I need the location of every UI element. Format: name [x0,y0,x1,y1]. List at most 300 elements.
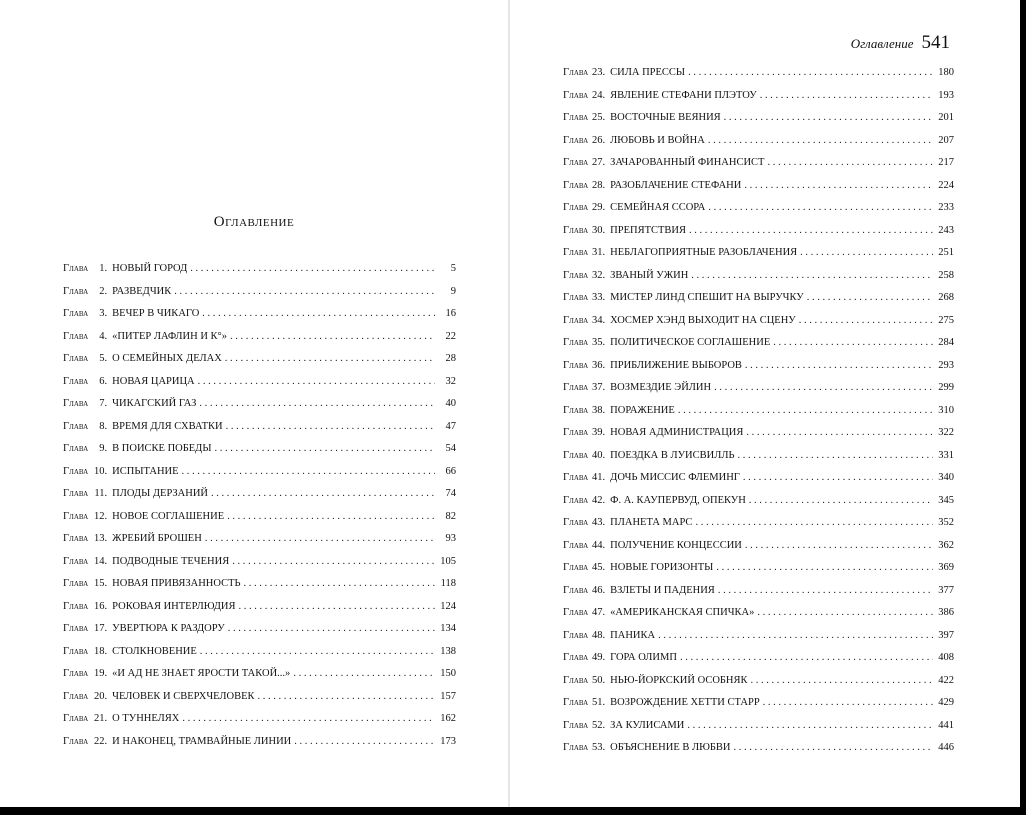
chapter-page-number: 207 [938,134,954,146]
chapter-number: 28. [592,179,606,191]
toc-entry[interactable] [63,441,456,464]
toc-entry[interactable] [63,644,456,667]
chapter-number: 15. [94,578,108,589]
chapter-title: ЛЮБОВЬ И ВОЙНА [610,134,705,146]
chapter-page-number: 157 [440,690,456,702]
toc-entry[interactable] [563,403,954,426]
toc-entry[interactable] [63,554,456,577]
chapter-number: 52. [592,719,606,731]
chapter-label: Глава [563,224,589,236]
chapter-title: НЬЮ-ЙОРКСКИЙ ОСОБНЯК [610,674,748,686]
chapter-number: 50. [592,674,606,686]
dot-leader [680,650,933,666]
chapter-title: НЕБЛАГОПРИЯТНЫЕ РАЗОБЛАЧЕНИЯ [610,247,798,258]
chapter-label: Глава [63,510,89,522]
toc-entry[interactable] [563,88,954,111]
chapter-title: СЕМЕЙНАЯ ССОРА [610,202,706,213]
chapter-number: 32. [592,269,606,281]
chapter-number: 12. [94,510,108,522]
chapter-page-number: 54 [445,443,456,454]
chapter-title: НОВАЯ АДМИНИСТРАЦИЯ [610,427,744,438]
chapter-number: 36. [592,359,606,371]
chapter-page-number: 299 [938,382,954,393]
toc-entry[interactable] [63,621,456,644]
chapter-label: Глава [63,398,89,409]
chapter-page-number: 340 [938,472,954,483]
dot-leader [688,65,933,81]
dot-leader [734,740,933,756]
dot-leader [658,628,933,644]
chapter-number: 42. [592,494,606,506]
chapter-page-number: 429 [938,697,954,708]
dot-leader [691,268,933,284]
chapter-title: ВРЕМЯ ДЛЯ СХВАТКИ [112,420,223,432]
toc-entry[interactable] [563,560,954,583]
chapter-page-number: 408 [938,652,954,663]
chapter-number: 39. [592,427,606,438]
toc-list-right [563,65,954,763]
dot-leader [244,576,435,592]
dot-leader [225,351,435,367]
chapter-title: О ТУННЕЛЯХ [112,713,180,724]
chapter-number: 19. [94,668,108,679]
chapter-title: ВЗЛЕТЫ И ПАДЕНИЯ [610,584,715,596]
chapter-title: ВОЗМЕЗДИЕ ЭЙЛИН [610,382,712,393]
chapter-number: 1. [99,263,108,274]
dot-leader [757,605,933,621]
chapter-page-number: 74 [445,488,456,499]
dot-leader [232,554,435,570]
dot-leader [714,380,933,396]
chapter-title: Ф. А. КАУПЕРВУД, ОПЕКУН [610,494,746,506]
toc-entry[interactable] [563,268,954,291]
chapter-number: 37. [592,382,606,393]
chapter-number: 31. [592,247,606,258]
chapter-label: Глава [63,488,89,499]
chapter-label: Глава [563,157,589,168]
chapter-title: ЗА КУЛИСАМИ [610,719,685,731]
chapter-number: 29. [592,202,606,213]
chapter-number: 40. [592,449,606,461]
chapter-page-number: 9 [450,285,456,297]
dot-leader [182,711,435,727]
chapter-title: ИСПЫТАНИЕ [112,465,179,477]
toc-entry[interactable] [563,155,954,178]
chapter-number: 33. [592,292,606,303]
dot-leader [258,689,435,705]
dot-leader [749,493,933,509]
chapter-page-number: 193 [938,89,954,101]
chapter-label: Глава [563,202,589,213]
dot-leader [751,673,933,689]
chapter-page-number: 251 [938,247,954,258]
chapter-page-number: 180 [938,67,954,78]
chapter-number: 48. [592,629,606,641]
chapter-label: Глава [63,375,89,387]
chapter-page-number: 243 [938,224,954,236]
chapter-page-number: 47 [445,420,456,432]
chapter-number: 13. [94,533,108,544]
dot-leader [678,403,933,419]
dot-leader [199,396,435,412]
chapter-title: ПОРАЖЕНИЕ [610,404,675,416]
chapter-page-number: 173 [440,735,456,747]
chapter-title: ПОЕЗДКА В ЛУИСВИЛЛЬ [610,449,735,461]
dot-leader [215,441,435,457]
chapter-title: ВЕЧЕР В ЧИКАГО [112,308,200,319]
chapter-number: 35. [592,337,606,348]
chapter-number: 20. [94,690,108,702]
chapter-page-number: 22 [445,330,456,342]
toc-entry[interactable] [63,666,456,689]
toc-entry[interactable] [563,718,954,741]
chapter-title: «ПИТЕР ЛАФЛИН И К°» [112,330,227,342]
chapter-title: УВЕРТЮРА К РАЗДОРУ [112,623,225,634]
chapter-number: 53. [592,742,606,753]
chapter-number: 7. [99,398,108,409]
chapter-label: Глава [63,263,89,274]
dot-leader [205,531,435,547]
chapter-label: Глава [563,112,589,123]
toc-entry[interactable] [563,448,954,471]
chapter-title: ЧЕЛОВЕК И СВЕРХЧЕЛОВЕК [112,690,255,702]
dot-leader [198,374,435,390]
chapter-label: Глава [563,607,589,618]
chapter-number: 45. [592,562,606,573]
dot-leader [226,419,435,435]
dot-leader [202,306,435,322]
chapter-label: Глава [63,578,89,589]
chapter-label: Глава [563,584,589,596]
toc-entry[interactable] [63,509,456,532]
chapter-number: 9. [99,443,108,454]
chapter-page-number: 28 [445,353,456,364]
chapter-number: 6. [99,375,108,387]
dot-leader [190,261,435,277]
chapter-number: 4. [99,330,108,342]
toc-list-left [63,261,456,756]
toc-entry[interactable] [63,486,456,509]
chapter-number: 24. [592,89,606,101]
chapter-label: Глава [63,353,89,364]
chapter-title: ХОСМЕР ХЭНД ВЫХОДИТ НА СЦЕНУ [610,314,796,326]
dot-leader [230,329,435,345]
chapter-label: Глава [63,330,89,342]
chapter-label: Глава [563,494,589,506]
chapter-label: Глава [563,179,589,191]
chapter-label: Глава [563,517,589,528]
chapter-page-number: 40 [445,398,456,409]
left-page [0,0,508,807]
toc-entry[interactable] [563,335,954,358]
dot-leader [708,200,933,216]
running-head [851,32,950,54]
chapter-title: РОКОВАЯ ИНТЕРЛЮДИЯ [112,600,236,612]
chapter-title: ЯВЛЕНИЕ СТЕФАНИ ПЛЭТОУ [610,89,757,101]
chapter-title: ЗВАНЫЙ УЖИН [610,269,689,281]
chapter-title: ПОДВОДНЫЕ ТЕЧЕНИЯ [112,555,230,567]
chapter-number: 21. [94,713,108,724]
chapter-title: ПРЕПЯТСТВИЯ [610,224,686,236]
chapter-number: 26. [592,134,606,146]
chapter-page-number: 5 [450,263,456,274]
dot-leader [211,486,435,502]
dot-leader [174,284,435,300]
toc-entry[interactable] [63,261,456,284]
chapter-label: Глава [563,674,589,686]
chapter-label: Глава [63,600,89,612]
chapter-number: 16. [94,600,108,612]
chapter-number: 27. [592,157,606,168]
chapter-page-number: 217 [938,157,954,168]
toc-heading: Оглавление [213,214,295,230]
toc-entry[interactable] [563,650,954,673]
chapter-title: ЧИКАГСКИЙ ГАЗ [112,398,197,409]
chapter-number: 2. [99,285,108,297]
chapter-number: 17. [94,623,108,634]
toc-entry[interactable] [563,605,954,628]
dot-leader [182,464,435,480]
chapter-title: ПОЛИТИЧЕСКОЕ СОГЛАШЕНИЕ [610,337,771,348]
dot-leader [743,470,933,486]
chapter-page-number: 369 [938,562,954,573]
chapter-page-number: 345 [938,494,954,506]
dot-leader [799,313,933,329]
chapter-page-number: 322 [938,427,954,438]
chapter-label: Глава [63,690,89,702]
chapter-number: 51. [592,697,606,708]
dot-leader [763,695,933,711]
chapter-label: Глава [563,314,589,326]
chapter-page-number: 441 [938,719,954,731]
toc-entry[interactable] [563,425,954,448]
chapter-page-number: 32 [445,375,456,387]
chapter-page-number: 124 [440,600,456,612]
dot-leader [746,425,933,441]
chapter-label: Глава [63,713,89,724]
toc-entry[interactable] [63,306,456,329]
chapter-page-number: 397 [938,629,954,641]
chapter-label: Глава [563,562,589,573]
chapter-page-number: 310 [938,404,954,416]
chapter-title: НОВЫЕ ГОРИЗОНТЫ [610,562,714,573]
chapter-label: Глава [563,472,589,483]
toc-entry[interactable] [63,284,456,307]
chapter-label: Глава [563,427,589,438]
chapter-label: Глава [563,292,589,303]
toc-entry[interactable] [63,734,456,757]
chapter-title: НОВАЯ ЦАРИЦА [112,375,195,387]
chapter-title: ДОЧЬ МИССИС ФЛЕМИНГ [610,472,740,483]
dot-leader [227,509,435,525]
chapter-page-number: 162 [440,713,456,724]
chapter-label: Глава [63,308,89,319]
chapter-page-number: 93 [445,533,456,544]
chapter-number: 47. [592,607,606,618]
dot-leader [760,88,933,104]
toc-entry[interactable] [63,351,456,374]
chapter-label: Глава [63,465,89,477]
chapter-title: НОВЫЙ ГОРОД [112,263,188,274]
chapter-label: Глава [63,623,89,634]
chapter-page-number: 138 [440,645,456,657]
toc-entry[interactable] [563,380,954,403]
chapter-label: Глава [563,629,589,641]
chapter-title: ПРИБЛИЖЕНИЕ ВЫБОРОВ [610,359,742,371]
toc-entry[interactable] [563,470,954,493]
chapter-page-number: 118 [440,578,456,589]
dot-leader [800,245,933,261]
dot-leader [724,110,933,126]
toc-entry[interactable] [563,673,954,696]
chapter-page-number: 362 [938,539,954,551]
chapter-label: Глава [563,89,589,101]
chapter-label: Глава [63,285,89,297]
chapter-title: ПАНИКА [610,629,656,641]
chapter-label: Глава [63,533,89,544]
chapter-number: 18. [94,645,108,657]
dot-leader [738,448,934,464]
chapter-label: Глава [563,269,589,281]
chapter-label: Глава [563,382,589,393]
chapter-title: ОБЪЯСНЕНИЕ В ЛЮБВИ [610,742,731,753]
chapter-page-number: 134 [440,623,456,634]
chapter-title: ГОРА ОЛИМП [610,652,677,663]
chapter-label: Глава [563,247,589,258]
chapter-page-number: 331 [938,449,954,461]
toc-entry[interactable] [63,374,456,397]
chapter-page-number: 352 [938,517,954,528]
chapter-title: НОВОЕ СОГЛАШЕНИЕ [112,510,225,522]
chapter-page-number: 293 [938,359,954,371]
chapter-number: 38. [592,404,606,416]
dot-leader [744,178,933,194]
toc-entry[interactable] [563,313,954,336]
toc-entry[interactable] [563,740,954,763]
chapter-title: РАЗОБЛАЧЕНИЕ СТЕФАНИ [610,179,742,191]
dot-leader [228,621,435,637]
chapter-title: ПОЛУЧЕНИЕ КОНЦЕССИИ [610,539,742,551]
chapter-page-number: 268 [938,292,954,303]
chapter-page-number: 386 [938,607,954,618]
chapter-title: ПЛАНЕТА МАРС [610,517,693,528]
chapter-number: 34. [592,314,606,326]
toc-entry[interactable] [563,223,954,246]
chapter-page-number: 105 [440,555,456,567]
toc-entry[interactable] [63,576,456,599]
dot-leader [239,599,435,615]
toc-entry[interactable] [563,493,954,516]
chapter-label: Глава [563,742,589,753]
dot-leader [687,718,933,734]
dot-leader [745,358,933,374]
page-number: 541 [921,32,950,53]
chapter-number: 10. [94,465,108,477]
toc-entry[interactable] [63,531,456,554]
toc-entry[interactable] [563,245,954,268]
chapter-label: Глава [563,697,589,708]
toc-entry[interactable] [563,538,954,561]
dot-leader [695,515,933,531]
chapter-title: ЖРЕБИЙ БРОШЕН [112,533,202,544]
chapter-page-number: 446 [938,742,954,753]
chapter-label: Глава [563,449,589,461]
toc-entry[interactable] [63,329,456,352]
dot-leader [773,335,933,351]
toc-entry[interactable] [563,695,954,718]
chapter-page-number: 275 [938,314,954,326]
chapter-page-number: 150 [440,668,456,679]
chapter-title: ПЛОДЫ ДЕРЗАНИЙ [112,488,208,499]
chapter-number: 23. [592,67,606,78]
toc-entry[interactable] [563,178,954,201]
toc-entry[interactable] [63,419,456,442]
chapter-number: 49. [592,652,606,663]
chapter-label: Глава [63,555,89,567]
chapter-page-number: 224 [938,179,954,191]
toc-entry[interactable] [563,200,954,223]
chapter-title: ВОСТОЧНЫЕ ВЕЯНИЯ [610,112,721,123]
dot-leader [767,155,933,171]
chapter-page-number: 422 [938,674,954,686]
chapter-number: 46. [592,584,606,596]
chapter-number: 43. [592,517,606,528]
chapter-title: ВОЗРОЖДЕНИЕ ХЕТТИ СТАРР [610,697,760,708]
chapter-label: Глава [563,337,589,348]
toc-entry[interactable] [563,583,954,606]
toc-entry[interactable] [563,515,954,538]
chapter-title: «И АД НЕ ЗНАЕТ ЯРОСТИ ТАКОЙ...» [112,668,291,679]
chapter-title: РАЗВЕДЧИК [112,285,172,297]
chapter-page-number: 258 [938,269,954,281]
dot-leader [807,290,933,306]
toc-entry[interactable] [563,290,954,313]
toc-entry[interactable] [63,689,456,712]
chapter-number: 3. [99,308,108,319]
chapter-page-number: 377 [938,584,954,596]
chapter-number: 11. [94,488,108,499]
toc-entry[interactable] [63,599,456,622]
toc-entry[interactable] [63,464,456,487]
toc-entry[interactable] [63,711,456,734]
dot-leader [718,583,933,599]
toc-entry[interactable] [563,110,954,133]
chapter-page-number: 16 [445,308,456,319]
chapter-title: «АМЕРИКАНСКАЯ СПИЧКА» [610,607,755,618]
chapter-title: О СЕМЕЙНЫХ ДЕЛАХ [112,353,222,364]
chapter-number: 44. [592,539,606,551]
chapter-number: 8. [99,420,108,432]
toc-entry[interactable] [563,358,954,381]
chapter-label: Глава [563,539,589,551]
dot-leader [716,560,933,576]
chapter-title: В ПОИСКЕ ПОБЕДЫ [112,443,212,454]
chapter-number: 14. [94,555,108,567]
chapter-page-number: 82 [445,510,456,522]
toc-entry[interactable] [63,396,456,419]
chapter-title: И НАКОНЕЦ, ТРАМВАЙНЫЕ ЛИНИИ [112,735,292,747]
chapter-page-number: 66 [445,465,456,477]
chapter-number: 41. [592,472,606,483]
toc-entry[interactable] [563,133,954,156]
running-head-title: Оглавление [850,36,914,51]
chapter-title: ЗАЧАРОВАННЫЙ ФИНАНСИСТ [610,157,765,168]
chapter-label: Глава [563,67,589,78]
chapter-label: Глава [563,134,589,146]
toc-entry[interactable] [563,628,954,651]
chapter-label: Глава [563,359,589,371]
toc-entry[interactable] [563,65,954,88]
